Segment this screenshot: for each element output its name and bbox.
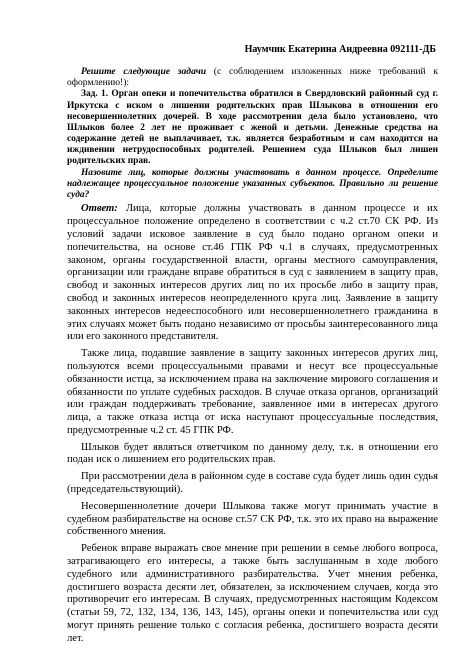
paragraph: При рассмотрении дела в районном суде в составе суда будет лишь один судья (председательствующий). — [67, 471, 438, 496]
paragraph: Ребенок вправе выражать свое мнение при решении в семье любого вопроса, затрагивающего его интересы, а также быть заслушанным в ходе любого судебного или административного разбирательства. Учет мнения ребенка, достигшего возраста десяти лет, обязателен, за исключением случаев, когда это противоречит его интересам. В случаях, предусмотренных настоящим Кодексом (статьи 59, 72, 132, 134, 136, 143, 145), органы опеки и попечительства или суд могут принять решение только с согласия ребенка, достигшего возраста десяти лет. — [67, 543, 438, 644]
task-question: Назовите лиц, которые должны участвовать в данном процессе. Определите надлежащее процессуальное положение указанных субъектов. Правильно ли решение суда? — [67, 168, 438, 201]
tasks-note: (с соблюдением изложенных ниже требований к оформлению!): — [67, 66, 438, 89]
tasks-heading: Решите следующие задачи — [81, 66, 207, 77]
author-header: Наумчик Екатерина Андреевна 092111-ДБ — [244, 44, 436, 55]
paragraph: Несовершеннолетние дочери Шлыкова также могут принимать участие в судебном разбирательстве на основе ст.57 СК РФ, т.к. это их право на выражение собственного мнения. — [67, 500, 438, 538]
paragraph: Также лица, подавшие заявление в защиту законных интересов других лиц, пользуются всеми процессуальными правами и несут все процессуальные обязанности истца, за исключением права на заключение мирового соглашения и обязанности по уплате судебных расходов. В случае отказа органов, организаций или граждан поддерживать требование, заявленное ими в интересах другого лица, а также отказа истца от иска наступают процессуальные последствия, предусмотренные ч.2 ст. 45 ГПК РФ. — [67, 348, 438, 436]
answer-text: Лица, которые должны участвовать в данном процессе и их процессуальное положение определено в соответствии с ч.2 ст.70 СК РФ. Из условий задачи исковое заявление в суд было подано органом опеки и попечительства, на основе ст.46 ГПК РФ ч.1 в случаях, предусмотренных законом, органы государственной власти, органы местного самоуправления, организации или граждане вправе обратиться в суд с заявлением в защиту прав, свобод и законных интересов других лиц по их просьбе либо в защиту прав, свобод и законных интересов неопределенного круга лиц. Заявление в защиту законных интересов недееспособного или несовершеннолетнего гражданина в этих случаях может быть подано независимо от просьбы заинтересованного лица или его законного представителя. — [67, 203, 438, 343]
answer-paragraph — [67, 203, 438, 344]
tasks-instruction — [67, 66, 438, 88]
paragraph: Шлыков будет являться ответчиком по данному делу, т.к. в отношении его подан иск о лишением его родительских прав. — [67, 441, 438, 466]
task-text: Зад. 1. Орган опеки и попечительства обратился в Свердловский районный суд г. Иркутска с иском о лишении родительских прав Шлыкова в отношении его несовершеннолетних дочерей. В ходе рассмотрения дела было установлено, что Шлыков более 2 лет не проживает с женой и детьми. Денежные средства на содержание детей не выплачивает, т.к. является безработным и сам находится на иждивении нетрудоспособных родителей. Решением суда Шлыков был лишен родительских прав. — [67, 89, 438, 166]
document-body — [67, 66, 438, 650]
answer-label: Ответ: — [81, 203, 118, 215]
